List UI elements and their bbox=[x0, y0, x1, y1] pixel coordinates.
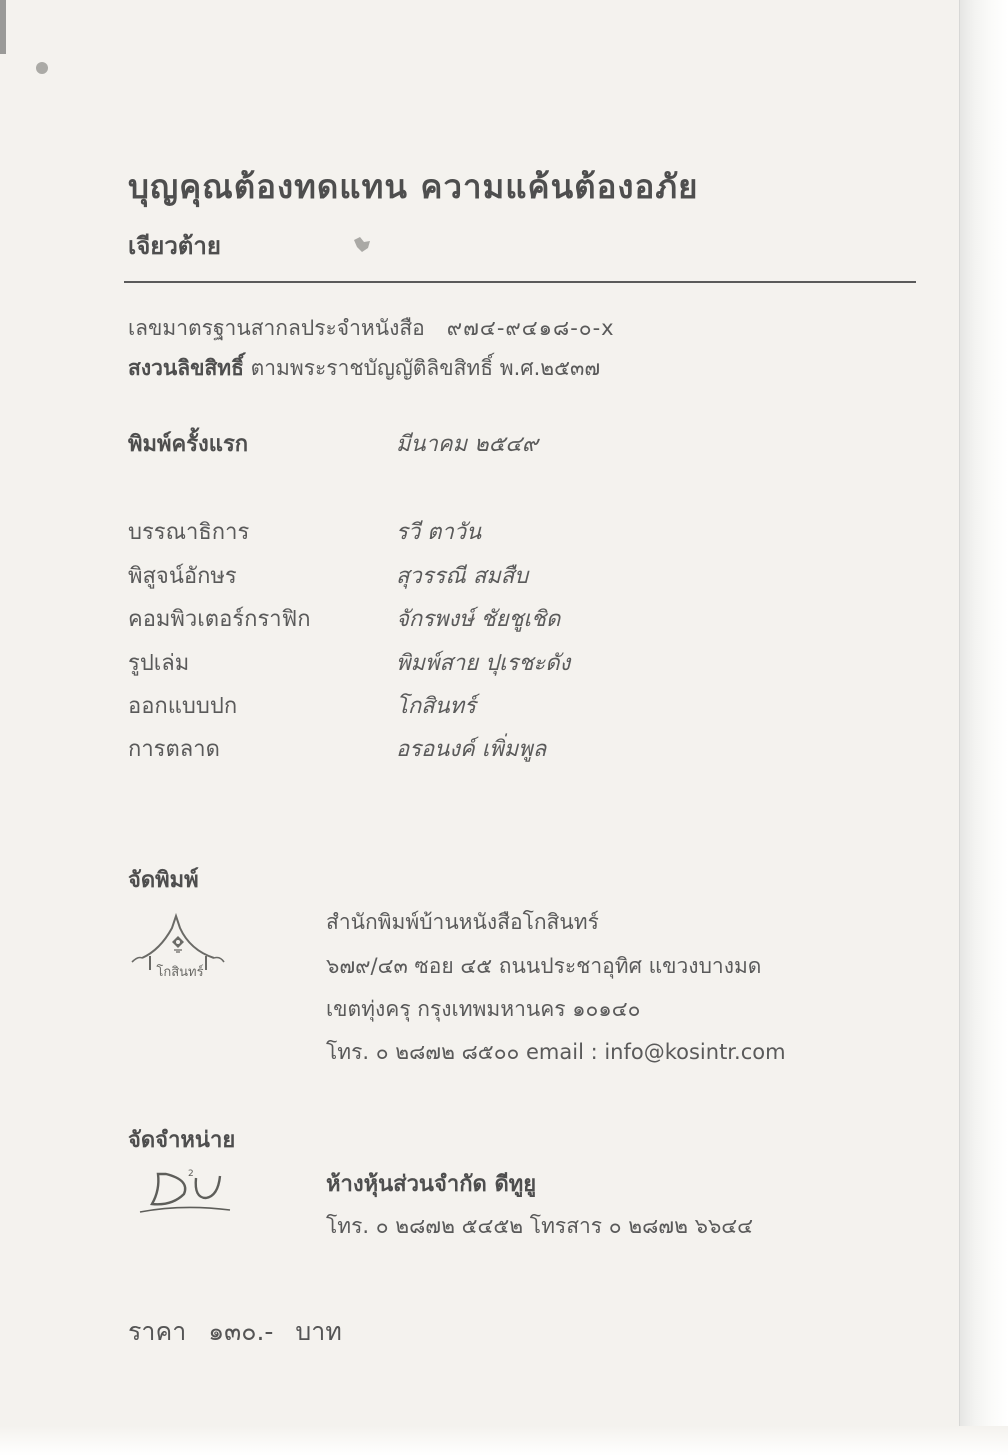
distributor-contact: โทร. ๐ ๒๘๗๒ ๕๔๕๒ โทรสาร ๐ ๒๘๗๒ ๖๖๔๔ bbox=[326, 1214, 754, 1238]
distributor-logo-text: 2 bbox=[188, 1169, 194, 1179]
publisher-logo-text: โกสินทร์ bbox=[156, 965, 204, 980]
credit-row bbox=[128, 558, 528, 593]
copyright-line bbox=[128, 352, 600, 385]
page-edge bbox=[959, 0, 1008, 1456]
credit-label: ออกแบบปก bbox=[128, 694, 238, 719]
credit-value: พิมพ์สาย ปุเรชะดัง bbox=[396, 651, 571, 676]
credit-value: จักรพงษ์ ชัยชูเชิด bbox=[396, 607, 561, 632]
publisher-address: เขตทุ่งครุ กรุงเทพมหานคร ๑๐๑๔๐ bbox=[326, 997, 641, 1021]
copyright-label: สงวนลิขสิทธิ์ bbox=[128, 356, 244, 380]
distributor-name: ห้างหุ้นส่วนจำกัด ดีทูยู bbox=[326, 1172, 537, 1197]
isbn-label: เลขมาตรฐานสากลประจำหนังสือ bbox=[128, 316, 425, 340]
first-print-value: มีนาคม ๒๕๔๙ bbox=[396, 432, 539, 457]
credit-label: การตลาด bbox=[128, 737, 220, 762]
credit-value: สุวรรณี สมสืบ bbox=[396, 564, 529, 589]
copyright-text: ตามพระราชบัญญัติลิขสิทธิ์ พ.ศ.๒๕๓๗ bbox=[250, 356, 601, 380]
first-print-row bbox=[128, 426, 538, 461]
credit-row bbox=[128, 688, 476, 723]
distributor-logo bbox=[132, 1160, 236, 1218]
credit-label: บรรณาธิการ bbox=[128, 520, 250, 545]
price bbox=[128, 1312, 364, 1352]
credit-label: พิสูจน์อักษร bbox=[128, 564, 237, 589]
credit-label: คอมพิวเตอร์กราฟิก bbox=[128, 607, 311, 632]
page-edge-bottom bbox=[0, 1426, 1008, 1456]
price-unit: บาท bbox=[295, 1317, 342, 1346]
publisher-address: ๖๗๙/๔๓ ซอย ๔๕ ถนนประชาอุทิศ แขวงบางมด bbox=[326, 954, 762, 978]
credit-row bbox=[128, 601, 560, 636]
scan-mark bbox=[0, 0, 6, 54]
credit-value: อรอนงค์ เพิ่มพูล bbox=[396, 737, 547, 762]
credit-row bbox=[128, 731, 546, 766]
price-amount: ๑๓๐.- bbox=[208, 1317, 274, 1346]
publisher-heading: จัดพิมพ์ bbox=[128, 868, 199, 893]
credit-row bbox=[128, 514, 481, 549]
credit-label: รูปเล่ม bbox=[128, 651, 190, 676]
scan-speck bbox=[352, 236, 372, 254]
distributor-heading: จัดจำหน่าย bbox=[128, 1128, 236, 1153]
publisher-name: สำนักพิมพ์บ้านหนังสือโกสินทร์ bbox=[326, 910, 599, 934]
isbn-value: ๙๗๔-๙๔๑๘-๐-x bbox=[446, 316, 615, 340]
credit-value: โกสินทร์ bbox=[396, 694, 476, 719]
isbn-line bbox=[128, 312, 615, 345]
scan-speck bbox=[36, 62, 48, 74]
first-print-label: พิมพ์ครั้งแรก bbox=[128, 432, 249, 457]
book-author: เจียวต้าย bbox=[128, 232, 221, 260]
publisher-contact: โทร. ๐ ๒๘๗๒ ๘๕๐๐ email : info@kosintr.com bbox=[326, 1040, 786, 1064]
divider bbox=[124, 281, 916, 283]
credit-row bbox=[128, 645, 570, 680]
credit-value: รวี ตาวัน bbox=[396, 520, 482, 545]
book-title: บุญคุณต้องทดแทน ความแค้นต้องอภัย bbox=[128, 167, 699, 206]
price-label: ราคา bbox=[128, 1317, 187, 1346]
publisher-logo bbox=[128, 912, 228, 980]
